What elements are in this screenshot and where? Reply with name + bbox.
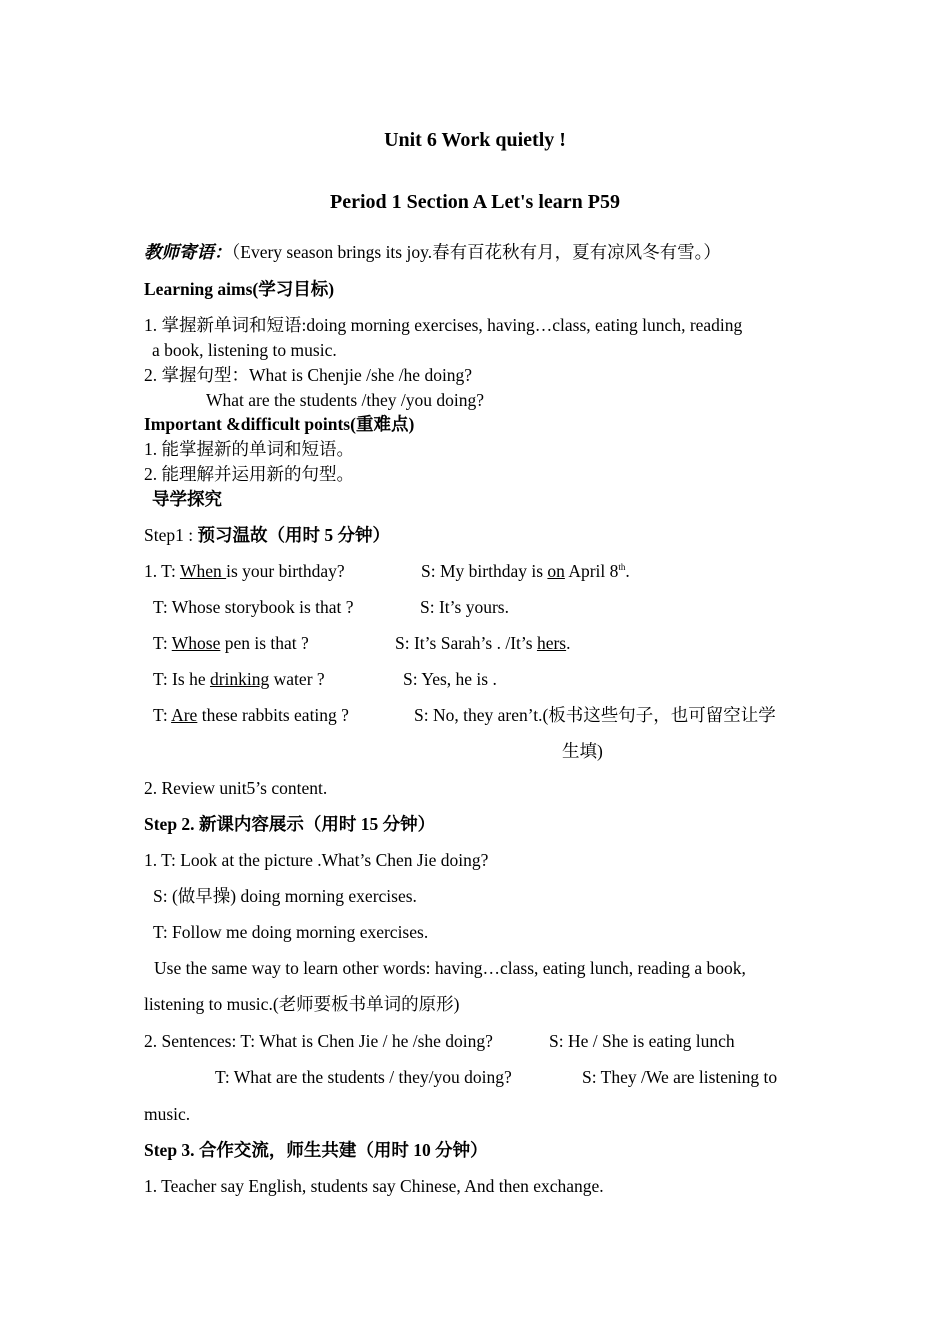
dialog-1-answer — [421, 560, 630, 582]
dialog-1-a-superscript: th — [618, 562, 626, 573]
aims-item-2: 2. 掌握句型：What is Chenjie /she /he doing? — [144, 365, 473, 385]
motto-text: （Every season brings its joy.春有百花秋有月，夏有凉风冬有雪。） — [231, 242, 721, 262]
aims-item-1: 1. 掌握新单词和短语:doing morning exercises, having…class, eating lunch, reading — [144, 315, 743, 335]
dialog-3-answer — [395, 632, 570, 654]
motto-label: 教师寄语： — [144, 242, 232, 262]
aims-item-1-cont: a book, listening to music. — [152, 340, 337, 360]
aims-heading: Learning aims(学习目标) — [144, 279, 335, 299]
dialog-3-a-underlined: hers — [536, 633, 567, 653]
dialog-3-q-post: pen is that ? — [220, 633, 309, 653]
dialog-5-q-post: these rabbits eating ? — [197, 705, 349, 725]
step3-title: 合作交流，师生共建（用时 10 分钟） — [198, 1140, 488, 1160]
dialog-1-a-pre: S: My birthday is — [421, 561, 548, 581]
document-subtitle: Period 1 Section A Let's learn P59 — [330, 191, 620, 213]
dialog-3-a-pre: S: It’s Sarah’s . /It’s — [395, 633, 537, 653]
step2-sentence-1-question: 2. Sentences: T: What is Chen Jie / he /she doing? — [144, 1031, 493, 1051]
points-item-2: 2. 能理解并运用新的句型。 — [144, 464, 354, 484]
aims-item-2-cont: What are the students /they /you doing? — [206, 390, 484, 410]
dialog-5-answer: S: No, they aren’t.(板书这些句子，也可留空让学 — [414, 705, 776, 725]
dialog-1-q-underlined: When — [179, 561, 227, 581]
dialog-4-q-pre: T: Is he — [153, 669, 210, 689]
step1-heading — [144, 524, 390, 546]
dialog-5-answer-cont: 生填) — [562, 741, 603, 761]
step3-label: Step 3. — [144, 1140, 199, 1160]
step3-line-1: 1. Teacher say English, students say Chinese, And then exchange. — [144, 1176, 604, 1196]
motto-line — [144, 241, 721, 263]
dialog-1-q-post: is your birthday? — [226, 561, 345, 581]
dialog-5-q-pre: T: — [153, 705, 172, 725]
points-item-1: 1. 能掌握新的单词和短语。 — [144, 439, 354, 459]
points-heading: Important &difficult points(重难点) — [144, 414, 415, 434]
step2-sentence-2-answer: S: They /We are listening to — [582, 1067, 778, 1087]
dialog-1-a-underlined: on — [547, 561, 565, 581]
dialog-4-question — [153, 668, 325, 690]
dialog-4-q-underlined: drinking — [209, 669, 270, 689]
step2-line-4: Use the same way to learn other words: having…class, eating lunch, reading a book, — [154, 958, 746, 978]
step2-sentence-2-question: T: What are the students / they/you doing? — [215, 1067, 512, 1087]
step2-line-2: S: (做早操) doing morning exercises. — [153, 886, 417, 906]
dialog-4-answer: S: Yes, he is . — [403, 669, 497, 689]
step2-label: Step 2. — [144, 814, 199, 834]
step3-heading — [144, 1139, 488, 1161]
dialog-5-q-underlined: Are — [171, 705, 198, 725]
step1-title: 预习温故（用时 5 分钟） — [197, 525, 390, 545]
dialog-2-answer: S: It’s yours. — [420, 597, 509, 617]
step2-line-3: T: Follow me doing morning exercises. — [153, 922, 429, 942]
dialog-3-question — [153, 632, 309, 654]
step2-sentence-2-cont: music. — [144, 1104, 191, 1124]
step2-line-5: listening to music.(老师要板书单词的原形) — [144, 994, 460, 1014]
step2-sentence-1-answer: S: He / She is eating lunch — [549, 1031, 735, 1051]
dialog-3-a-end: . — [566, 633, 571, 653]
guide-heading: 导学探究 — [152, 489, 222, 509]
dialog-1-question — [144, 560, 345, 582]
step1-review: 2. Review unit5’s content. — [144, 778, 328, 798]
step2-title: 新课内容展示（用时 15 分钟） — [198, 814, 436, 834]
dialog-4-q-post: water ? — [269, 669, 325, 689]
step2-heading — [144, 813, 435, 835]
dialog-5-question — [153, 704, 349, 726]
dialog-1-q-pre: 1. T: — [144, 561, 180, 581]
step1-label: Step1 : — [144, 525, 198, 545]
dialog-2-question: T: Whose storybook is that ? — [153, 597, 354, 617]
dialog-3-q-underlined: Whose — [171, 633, 221, 653]
step2-line-1: 1. T: Look at the picture .What’s Chen Jie doing? — [144, 850, 489, 870]
document-title: Unit 6 Work quietly ! — [384, 129, 566, 151]
dialog-1-a-mid: April 8 — [564, 561, 619, 581]
dialog-1-a-end: . — [625, 561, 630, 581]
dialog-3-q-pre: T: — [153, 633, 172, 653]
